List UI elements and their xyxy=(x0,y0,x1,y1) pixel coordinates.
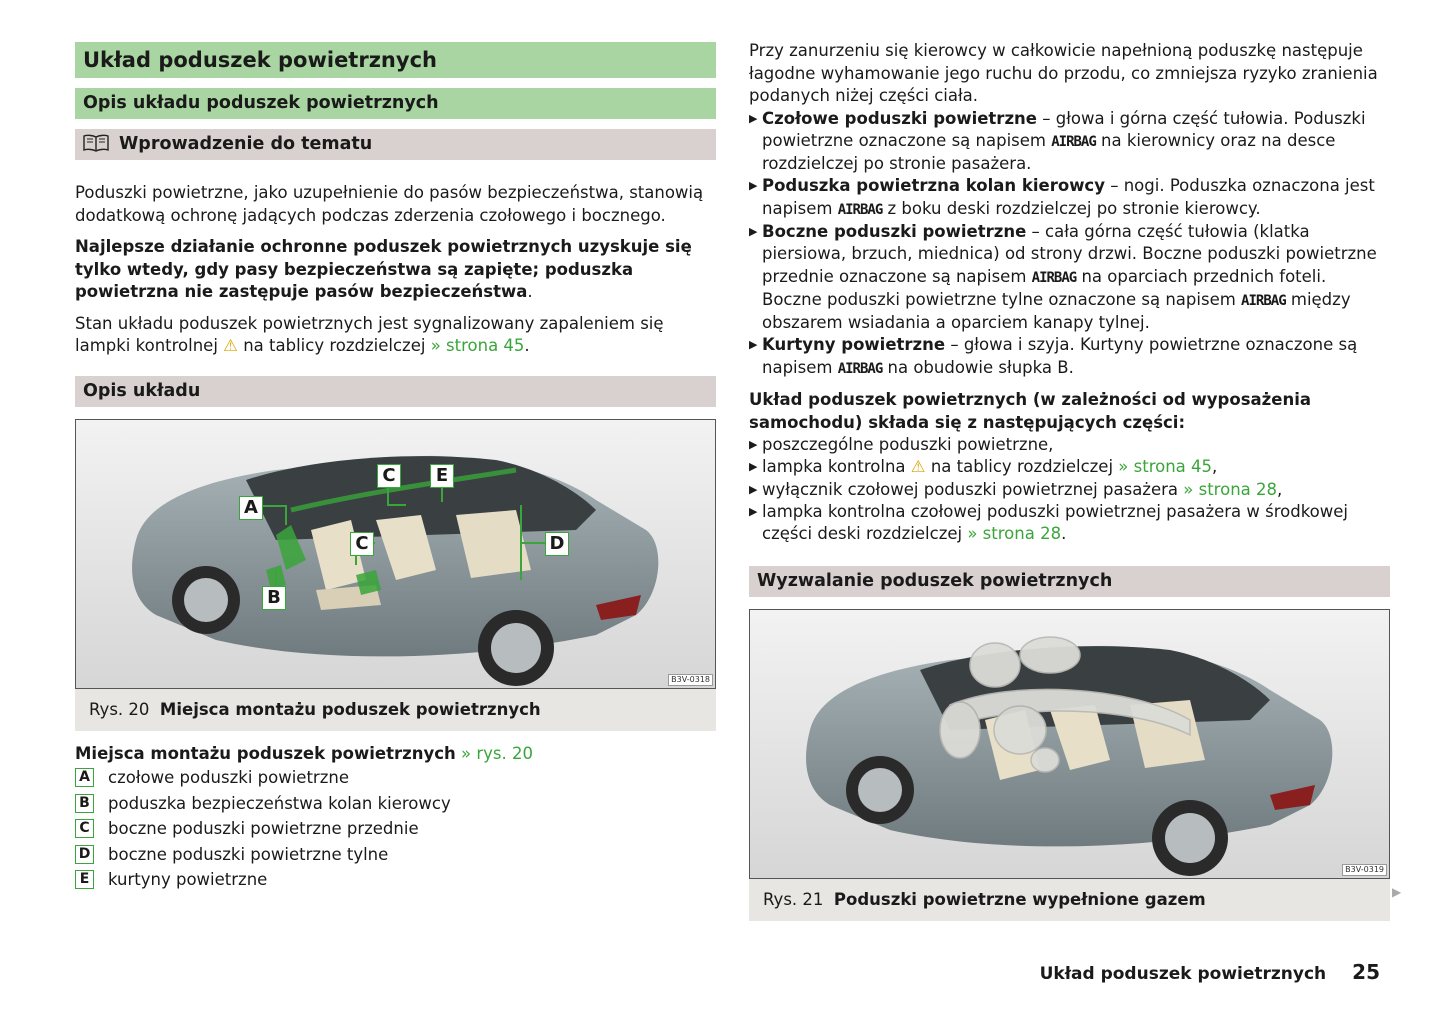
item-text: wyłącznik czołowej poduszki powietrznej pasażera xyxy=(762,479,1179,499)
item-text: z boku deski rozdzielczej po stronie kierowcy. xyxy=(882,198,1261,218)
legend-item xyxy=(75,765,716,791)
callout-c-top: C xyxy=(377,464,401,488)
caption-title: Poduszki powietrzne wypełnione gazem xyxy=(833,889,1206,909)
legend-text: boczne poduszki powietrzne tylne xyxy=(108,844,389,864)
legend-item xyxy=(75,791,716,817)
list-item xyxy=(749,221,1390,334)
parts-title xyxy=(749,389,1390,434)
bullet-triangle-icon: ▶ xyxy=(749,504,758,518)
section-title: Układ poduszek powietrznych xyxy=(75,42,716,78)
right-column xyxy=(749,40,1390,921)
warning-paragraph xyxy=(75,236,716,304)
item-text: między obszarem wsiadania a oparciem kanapy tylnej. xyxy=(762,289,1351,333)
figure-code: B3V-0319 xyxy=(1342,864,1387,876)
item-title: Boczne poduszki powietrzne xyxy=(762,221,1027,241)
legend-item xyxy=(75,816,716,842)
item-text: na obudowie słupka B. xyxy=(882,357,1074,377)
list-item xyxy=(749,479,1390,501)
callout-a: A xyxy=(239,496,263,520)
airbag-warning-lamp-icon: ⚠ xyxy=(910,457,926,477)
figure-21-caption xyxy=(749,879,1390,921)
item-text: poszczególne poduszki powietrzne, xyxy=(762,435,1054,455)
legend-title-text: Miejsca montażu poduszek powietrznych xyxy=(75,743,456,763)
airbag-label: AIRBAG xyxy=(1031,269,1077,286)
legend-text: poduszka bezpieczeństwa kolan kierowcy xyxy=(108,793,451,813)
car-inflated-airbags-illustration xyxy=(750,610,1389,878)
intro-heading-text: Wprowadzenie do tematu xyxy=(119,134,373,154)
item-title: Czołowe poduszki powietrzne xyxy=(762,108,1037,128)
list-item xyxy=(749,175,1390,221)
item-title: Poduszka powietrzna kolan kierowcy xyxy=(762,176,1105,196)
item-text: – nogi. Poduszka oznaczona jest napisem xyxy=(762,176,1375,218)
parts-list xyxy=(749,434,1390,545)
item-text: – cała górna część tułowia (klatka piersiowa, brzuch, miednica) od strony drzwi. Boczne poduszki powietrzne przednie oznaczone są napisem xyxy=(762,221,1377,286)
figure-20 xyxy=(75,419,716,689)
figure-21 xyxy=(749,609,1390,879)
airbag-warning-lamp-icon: ⚠ xyxy=(223,336,238,355)
parts-title-text: Układ poduszek powietrznych (w zależności od wyposażenia samochodu) składa się z następujących części: xyxy=(749,390,1311,432)
intro-paragraph: Poduszki powietrzne, jako uzupełnienie do pasów bezpieczeństwa, stanowią dodatkową ochronę jadących podczas zderzenia czołowego i bocznego. xyxy=(75,183,704,225)
caption-number: Rys. 21 xyxy=(763,889,824,909)
airbag-label: AIRBAG xyxy=(1241,292,1286,309)
book-icon xyxy=(83,134,109,152)
list-item xyxy=(749,334,1390,380)
continue-arrow-icon: ▶ xyxy=(1392,885,1402,899)
legend-key: D xyxy=(75,845,94,864)
warning-end: . xyxy=(527,282,533,301)
item-text: na kierownicy oraz na desce rozdzielczej po stronie pasażera. xyxy=(762,130,1336,174)
bullet-triangle-icon: ▶ xyxy=(749,338,758,352)
bullet-triangle-icon: ▶ xyxy=(749,438,758,452)
airbag-label: AIRBAG xyxy=(1051,133,1096,150)
item-text: lampka kontrolna czołowej poduszki powietrznej pasażera w środkowej części deski rozdzielczej xyxy=(762,501,1349,544)
bullet-triangle-icon: ▶ xyxy=(749,460,758,474)
legend-key: A xyxy=(75,768,94,787)
figure-link-20[interactable]: » rys. 20 xyxy=(460,743,533,763)
subsection-title: Opis układu poduszek powietrznych xyxy=(75,88,716,119)
item-text: lampka kontrolna xyxy=(762,457,906,477)
airbag-label: AIRBAG xyxy=(837,201,883,218)
callout-d: D xyxy=(545,532,569,556)
legend-text: kurtyny powietrzne xyxy=(108,870,268,889)
wyzwalanie-heading: Wyzwalanie poduszek powietrznych xyxy=(749,566,1390,597)
bullet-triangle-icon: ▶ xyxy=(749,482,758,496)
caption-title: Miejsca montażu poduszek powietrznych xyxy=(159,699,541,719)
list-item xyxy=(749,434,1390,456)
item-end: . xyxy=(1061,524,1067,544)
page-link-45[interactable]: » strona 45 xyxy=(1118,457,1213,477)
airbag-label: AIRBAG xyxy=(837,360,883,377)
body-parts-list xyxy=(749,108,1390,381)
page-link-28[interactable]: » strona 28 xyxy=(967,524,1062,544)
left-column xyxy=(75,42,716,893)
list-item xyxy=(749,501,1390,546)
bullet-triangle-icon: ▶ xyxy=(749,224,758,238)
item-end: , xyxy=(1277,479,1283,499)
legend-text: czołowe poduszki powietrzne xyxy=(108,768,349,787)
legend-title xyxy=(75,743,716,766)
callout-b: B xyxy=(262,586,286,610)
legend-item xyxy=(75,842,716,868)
intro-right-paragraph: Przy zanurzeniu się kierowcy w całkowicie napełnioną poduszkę następuje łagodne wyhamowanie jego ruchu do przodu, co zmniejsza ryzyko zranienia podanych niżej części ciała. xyxy=(749,41,1378,105)
item-text: na oparciach przednich foteli. Boczne poduszki powietrzne tylne oznaczone są napisem xyxy=(762,266,1327,309)
status-paragraph xyxy=(75,313,716,358)
figure-code: B3V-0318 xyxy=(668,674,713,686)
legend-key: E xyxy=(75,870,94,889)
caption-number: Rys. 20 xyxy=(89,699,150,719)
status-end: . xyxy=(524,336,530,355)
item-title: Kurtyny powietrzne xyxy=(762,335,946,355)
callout-c-bottom: C xyxy=(350,532,374,556)
footer-section: Układ poduszek powietrznych xyxy=(1039,964,1327,984)
legend-key: B xyxy=(75,794,94,813)
page-link-45[interactable]: » strona 45 xyxy=(430,336,525,355)
page-number: 25 xyxy=(1352,960,1380,984)
legend-item xyxy=(75,867,716,893)
figure-20-caption xyxy=(75,689,716,731)
list-item xyxy=(749,456,1390,478)
item-text: – głowa i szyja. Kurtyny powietrzne oznaczone są napisem xyxy=(762,335,1358,377)
legend-text: boczne poduszki powietrzne przednie xyxy=(108,819,419,838)
bullet-triangle-icon: ▶ xyxy=(749,179,758,193)
list-item xyxy=(749,108,1390,176)
legend-list xyxy=(75,765,716,893)
legend-key: C xyxy=(75,819,94,838)
bullet-triangle-icon: ▶ xyxy=(749,111,758,125)
warning-bold-text: Najlepsze działanie ochronne poduszek powietrznych uzyskuje się tylko wtedy, gdy pasy bezpieczeństwa są zapięte; poduszka powietrzna nie zastępuje pasów bezpieczeństwa xyxy=(75,237,692,301)
status-text-2: na tablicy rozdzielczej xyxy=(243,336,426,355)
callout-e: E xyxy=(430,464,454,488)
opis-heading: Opis układu xyxy=(75,376,716,407)
status-text: Stan układu poduszek powietrznych jest sygnalizowany zapaleniem się lampki kontrolnej xyxy=(75,313,664,355)
page-footer xyxy=(1040,960,1380,984)
car-airbag-locations-illustration xyxy=(76,420,715,688)
item-text: – głowa i górna część tułowia. Poduszki powietrzne oznaczone są napisem xyxy=(762,108,1366,150)
intro-heading xyxy=(75,129,716,160)
item-end: , xyxy=(1212,457,1218,477)
item-text: na tablicy rozdzielczej xyxy=(930,457,1114,477)
page-link-28[interactable]: » strona 28 xyxy=(1183,479,1277,499)
